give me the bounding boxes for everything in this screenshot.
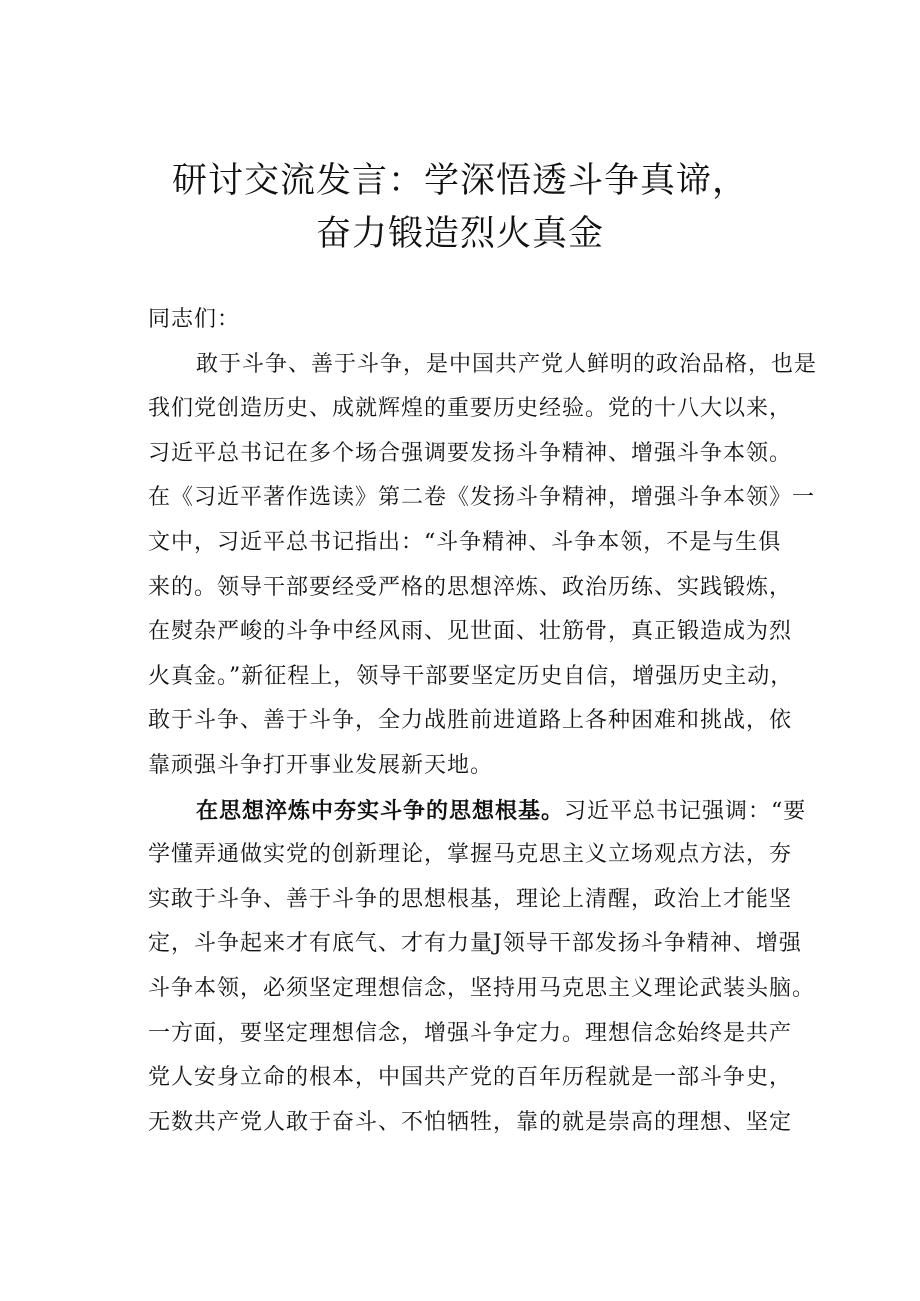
paragraph-1-line: 在《习近平著作选读》第二卷《发扬斗争精神，增强斗争本领》一 bbox=[148, 485, 816, 511]
paragraph-1-line: 靠顽强斗争打开事业发展新天地。 bbox=[148, 752, 494, 778]
paragraph-2-heading: 在思想淬炼中夯实斗争的思想根基。 bbox=[196, 797, 565, 824]
paragraph-2-line: 定，斗争起来才有底气、才有力量J领导干部发扬斗争精神、增强 bbox=[148, 931, 802, 957]
paragraph-1-line: 敢于斗争、善于斗争，是中国共产党人鲜明的政治品格，也是 bbox=[196, 351, 818, 377]
paragraph-2-line: 学懂弄通做实党的创新理论，掌握马克思主义立场观点方法，夯 bbox=[148, 842, 793, 868]
paragraph-2-line: 一方面，要坚定理想信念，增强斗争定力。理想信念始终是共产 bbox=[148, 1020, 793, 1046]
paragraph-1-line: 来的。领导干部要经受严格的思想淬炼、政治历练、实践锻炼， bbox=[148, 574, 793, 600]
document-body bbox=[148, 298, 818, 1145]
paragraph-2-line: 实敢于斗争、善于斗争的思想根基，理论上清醒，政治上才能坚 bbox=[148, 886, 793, 912]
document-title-line-1: 研讨交流发言：学深悟透斗争真谛， bbox=[171, 161, 748, 201]
paragraph-2-line: 斗争本领，必须坚定理想信念，坚持用马克思主义理论武装头脑。 bbox=[148, 975, 816, 1001]
paragraph-1-line: 火真金。”新征程上，领导干部要坚定历史自信，增强历史主动， bbox=[148, 663, 794, 689]
paragraph-2-first-line bbox=[148, 789, 808, 834]
paragraph-1-line: 习近平总书记在多个场合强调要发扬斗争精神、增强斗争本领。 bbox=[148, 440, 793, 466]
paragraph-1-line: 敢于斗争、善于斗争，全力战胜前进道路上各种困难和挑战，依 bbox=[148, 708, 793, 734]
paragraph-1-line: 在熨杂严峻的斗争中经风雨、见世面、壮筋骨，真正锻造成为烈 bbox=[148, 619, 793, 645]
document-title-line-2: 奋力锻造烈火真金 bbox=[315, 214, 604, 254]
paragraph-2-line: 党人安身立命的根本，中国共产党的百年历程就是一部斗争史， bbox=[148, 1065, 793, 1091]
salutation: 同志们： bbox=[148, 307, 241, 332]
paragraph-1-line: 文中，习近平总书记指出：“斗争精神、斗争本领，不是与生俱 bbox=[148, 529, 782, 555]
paragraph-2-first-rest: 习近平总书记强调：“要 bbox=[564, 798, 807, 824]
paragraph-2-line: 无数共产党人敢于奋斗、不怕牺牲，靠的就是崇高的理想、坚定 bbox=[148, 1109, 793, 1135]
paragraph-1-line: 我们党创造历史、成就辉煌的重要历史经验。党的十八大以来， bbox=[148, 396, 793, 422]
